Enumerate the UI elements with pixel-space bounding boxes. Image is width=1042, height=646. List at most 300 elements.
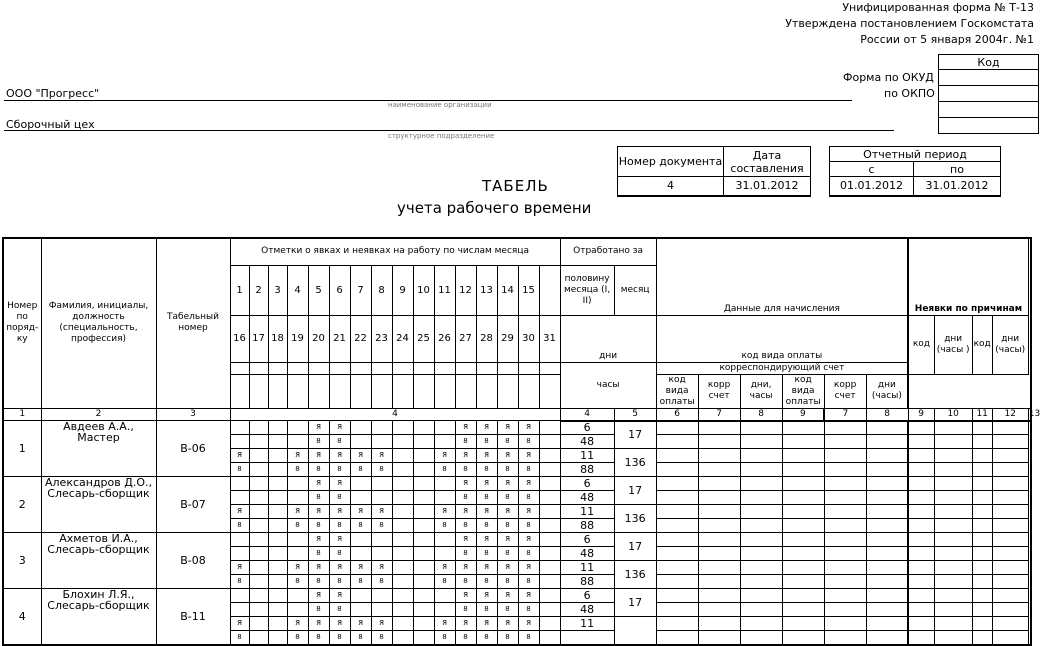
day-mark: Я xyxy=(518,449,539,463)
calc-cell xyxy=(824,617,866,631)
day-mark: Я xyxy=(497,421,518,435)
day-mark: Я xyxy=(230,505,249,519)
title-line1: ТАБЕЛЬ xyxy=(482,177,549,195)
calc-subheader: код вида оплаты xyxy=(782,374,824,408)
calc-cell xyxy=(992,575,1028,589)
col-number: 3 xyxy=(156,408,230,421)
calc-cell xyxy=(992,491,1028,505)
calc-cell xyxy=(866,435,908,449)
day-mark: Я xyxy=(434,449,455,463)
day-mark: 8 xyxy=(497,547,518,561)
day-mark xyxy=(539,547,560,561)
day-mark xyxy=(268,603,287,617)
day-mark: Я xyxy=(329,505,350,519)
day-mark xyxy=(350,477,371,491)
day-mark: 8 xyxy=(308,491,329,505)
day-mark: Я xyxy=(476,477,497,491)
day-mark xyxy=(413,449,434,463)
day-mark xyxy=(268,631,287,645)
day-mark: Я xyxy=(230,561,249,575)
calc-cell xyxy=(908,421,934,435)
day-spacer xyxy=(497,362,518,374)
day-mark: Я xyxy=(476,533,497,547)
day-mark xyxy=(413,435,434,449)
day-header: 1 xyxy=(230,265,249,315)
calc-cell xyxy=(782,589,824,603)
half-days: 6 xyxy=(560,533,614,547)
day-mark xyxy=(539,421,560,435)
calc-cell xyxy=(866,463,908,477)
day-mark xyxy=(539,435,560,449)
day-mark xyxy=(249,477,268,491)
day-mark: 8 xyxy=(455,575,476,589)
calc-cell xyxy=(782,575,824,589)
day-mark xyxy=(249,603,268,617)
col-number: 8 xyxy=(740,408,782,421)
calc-cell xyxy=(908,561,934,575)
day-mark: Я xyxy=(350,617,371,631)
calc-cell xyxy=(740,477,782,491)
day-mark: Я xyxy=(329,449,350,463)
employee-tabnum: В-07 xyxy=(156,477,230,533)
calc-cell xyxy=(782,617,824,631)
org-unit-line xyxy=(4,130,894,131)
day-mark xyxy=(268,449,287,463)
calc-cell xyxy=(992,477,1028,491)
day-header: 19 xyxy=(287,315,308,362)
day-spacer xyxy=(392,374,413,408)
day-mark xyxy=(249,575,268,589)
col-header-paycode: код вида оплаты xyxy=(656,315,908,362)
day-mark xyxy=(268,589,287,603)
day-header: 2 xyxy=(249,265,268,315)
employee-name: Ахметов И.А., Слесарь-сборщик xyxy=(41,533,156,589)
calc-cell xyxy=(656,575,698,589)
month-days: 17 xyxy=(614,477,656,505)
calc-cell xyxy=(740,547,782,561)
day-mark xyxy=(434,603,455,617)
day-mark: 8 xyxy=(287,631,308,645)
day-header: 29 xyxy=(497,315,518,362)
day-mark: Я xyxy=(518,505,539,519)
day-mark xyxy=(413,561,434,575)
calc-cell xyxy=(908,477,934,491)
day-mark xyxy=(413,575,434,589)
calc-subheader: дни (часы) xyxy=(866,374,908,408)
day-mark: 8 xyxy=(455,435,476,449)
doc-num: 4 xyxy=(618,177,724,196)
day-spacer xyxy=(308,362,329,374)
calc-cell xyxy=(656,435,698,449)
day-mark xyxy=(539,463,560,477)
day-mark xyxy=(392,435,413,449)
day-spacer xyxy=(455,374,476,408)
day-mark xyxy=(539,575,560,589)
half-hours: 88 xyxy=(560,519,614,533)
calc-cell xyxy=(782,421,824,435)
calc-cell xyxy=(972,575,992,589)
calc-cell xyxy=(782,561,824,575)
calc-cell xyxy=(824,463,866,477)
day-spacer xyxy=(350,374,371,408)
day-spacer xyxy=(268,362,287,374)
day-mark: Я xyxy=(434,505,455,519)
month-days: 17 xyxy=(614,589,656,617)
day-mark: Я xyxy=(518,421,539,435)
day-mark xyxy=(434,533,455,547)
calc-cell xyxy=(782,477,824,491)
day-mark: Я xyxy=(455,589,476,603)
day-mark xyxy=(539,617,560,631)
day-spacer xyxy=(476,362,497,374)
col-number: 12 xyxy=(992,408,1028,421)
day-mark xyxy=(434,421,455,435)
col-number: 9 xyxy=(782,408,824,421)
day-header: 28 xyxy=(476,315,497,362)
day-mark xyxy=(371,435,392,449)
day-mark xyxy=(392,589,413,603)
day-mark: 8 xyxy=(371,463,392,477)
calc-cell xyxy=(782,435,824,449)
calc-cell xyxy=(740,617,782,631)
day-mark: Я xyxy=(476,505,497,519)
day-mark: Я xyxy=(518,589,539,603)
day-mark xyxy=(350,435,371,449)
calc-cell xyxy=(908,463,934,477)
day-spacer xyxy=(287,374,308,408)
calc-cell xyxy=(972,533,992,547)
day-mark: Я xyxy=(476,449,497,463)
day-mark xyxy=(350,603,371,617)
col-number: 7 xyxy=(698,408,740,421)
calc-cell xyxy=(908,505,934,519)
day-mark xyxy=(350,491,371,505)
calc-cell xyxy=(782,491,824,505)
calc-cell xyxy=(656,449,698,463)
day-mark: Я xyxy=(308,589,329,603)
day-mark: 8 xyxy=(497,575,518,589)
day-mark: 8 xyxy=(518,631,539,645)
day-mark: Я xyxy=(455,533,476,547)
calc-cell xyxy=(824,505,866,519)
calc-cell xyxy=(934,617,972,631)
day-mark xyxy=(230,421,249,435)
day-mark: 8 xyxy=(350,463,371,477)
day-mark xyxy=(230,533,249,547)
day-mark xyxy=(434,547,455,561)
day-mark: 8 xyxy=(371,519,392,533)
calc-cell xyxy=(866,519,908,533)
period-box xyxy=(829,146,1001,197)
day-mark: Я xyxy=(497,533,518,547)
calc-cell xyxy=(824,631,866,645)
form-line3: России от 5 января 2004г. №1 xyxy=(860,33,1034,46)
day-mark xyxy=(392,603,413,617)
half-days: 6 xyxy=(560,589,614,603)
day-mark: 8 xyxy=(308,575,329,589)
day-mark: 8 xyxy=(455,631,476,645)
month-hours: 136 xyxy=(614,449,656,477)
doc-num-label: Номер документа xyxy=(618,147,724,177)
col-number: 8 xyxy=(866,408,908,421)
day-mark: Я xyxy=(308,561,329,575)
day-mark: 8 xyxy=(518,435,539,449)
calc-cell xyxy=(656,589,698,603)
calc-cell xyxy=(934,463,972,477)
calc-cell xyxy=(824,547,866,561)
day-mark xyxy=(413,477,434,491)
day-mark xyxy=(413,631,434,645)
day-mark: Я xyxy=(308,505,329,519)
calc-cell xyxy=(934,631,972,645)
day-mark xyxy=(413,589,434,603)
month-days: 17 xyxy=(614,533,656,561)
employee-name: Александров Д.О., Слесарь-сборщик xyxy=(41,477,156,533)
day-mark: Я xyxy=(329,477,350,491)
day-mark xyxy=(392,477,413,491)
day-mark xyxy=(392,547,413,561)
calc-cell xyxy=(972,603,992,617)
day-header: 8 xyxy=(371,265,392,315)
calc-cell xyxy=(698,631,740,645)
day-header: 24 xyxy=(392,315,413,362)
calc-cell xyxy=(824,575,866,589)
day-mark xyxy=(350,589,371,603)
calc-cell xyxy=(992,589,1028,603)
calc-cell xyxy=(740,463,782,477)
col-header-month: месяц xyxy=(614,265,656,315)
calc-cell xyxy=(656,519,698,533)
day-spacer xyxy=(268,374,287,408)
day-mark: 8 xyxy=(455,547,476,561)
calc-cell xyxy=(656,463,698,477)
doc-date-label: Дата составления xyxy=(724,147,811,177)
day-mark: Я xyxy=(497,477,518,491)
day-spacer xyxy=(308,374,329,408)
calc-cell xyxy=(992,421,1028,435)
day-mark xyxy=(268,491,287,505)
day-mark xyxy=(413,603,434,617)
calc-cell xyxy=(740,631,782,645)
day-mark xyxy=(434,477,455,491)
day-header: 16 xyxy=(230,315,249,362)
org-name-caption: наименование организации xyxy=(388,101,492,109)
calc-cell xyxy=(740,519,782,533)
day-mark: 8 xyxy=(329,631,350,645)
day-mark: 8 xyxy=(476,519,497,533)
month-days: 17 xyxy=(614,421,656,449)
half-days: 6 xyxy=(560,421,614,435)
day-mark xyxy=(371,547,392,561)
col-number: 13 xyxy=(1028,408,1041,419)
day-mark: 8 xyxy=(455,603,476,617)
day-mark: Я xyxy=(434,561,455,575)
month-hours: 136 xyxy=(614,561,656,589)
calc-cell xyxy=(866,631,908,645)
day-mark: Я xyxy=(287,561,308,575)
calc-cell xyxy=(698,547,740,561)
absence-subheader: код xyxy=(972,315,992,374)
day-mark: 8 xyxy=(230,575,249,589)
calc-cell xyxy=(698,491,740,505)
period-from: 01.01.2012 xyxy=(830,177,914,196)
half-hours: 48 xyxy=(560,547,614,561)
calc-cell xyxy=(992,617,1028,631)
day-mark: Я xyxy=(518,561,539,575)
day-mark xyxy=(249,421,268,435)
employee-tabnum: В-08 xyxy=(156,533,230,589)
period-to-label: по xyxy=(914,162,1001,177)
day-mark xyxy=(539,561,560,575)
calc-cell xyxy=(908,617,934,631)
month-hours xyxy=(614,617,656,645)
calc-cell xyxy=(824,533,866,547)
day-mark xyxy=(392,463,413,477)
day-mark xyxy=(392,421,413,435)
calc-cell xyxy=(866,617,908,631)
calc-cell xyxy=(934,491,972,505)
calc-cell xyxy=(972,421,992,435)
calc-cell xyxy=(934,519,972,533)
calc-cell xyxy=(992,519,1028,533)
col-number: 4 xyxy=(230,408,560,421)
day-mark xyxy=(287,603,308,617)
day-mark xyxy=(413,505,434,519)
col-number: 4 xyxy=(560,408,614,421)
day-mark: Я xyxy=(329,421,350,435)
employee-name: Авдеев А.А., Мастер xyxy=(41,421,156,477)
day-mark: Я xyxy=(308,421,329,435)
day-mark: 8 xyxy=(308,547,329,561)
calc-cell xyxy=(992,533,1028,547)
day-spacer xyxy=(539,374,560,408)
calc-cell xyxy=(992,603,1028,617)
day-mark xyxy=(249,589,268,603)
day-header: 6 xyxy=(329,265,350,315)
col-header-days: дни xyxy=(560,315,656,362)
form-line1: Унифицированная форма № Т-13 xyxy=(842,1,1034,14)
day-mark: 8 xyxy=(308,519,329,533)
calc-cell xyxy=(782,449,824,463)
calc-cell xyxy=(866,547,908,561)
calc-cell xyxy=(698,449,740,463)
calc-cell xyxy=(656,561,698,575)
day-mark: 8 xyxy=(476,547,497,561)
day-mark: 8 xyxy=(371,631,392,645)
calc-cell xyxy=(972,589,992,603)
calc-cell xyxy=(972,561,992,575)
calc-cell xyxy=(908,631,934,645)
calc-cell xyxy=(992,631,1028,645)
day-mark: 8 xyxy=(497,631,518,645)
calc-cell xyxy=(972,435,992,449)
day-mark: 8 xyxy=(350,575,371,589)
half-days: 11 xyxy=(560,449,614,463)
col-number: 11 xyxy=(972,408,992,421)
calc-cell xyxy=(866,449,908,463)
calc-cell xyxy=(934,575,972,589)
day-spacer xyxy=(371,362,392,374)
day-mark xyxy=(392,631,413,645)
col-header-half: половину месяца (I, II) xyxy=(560,265,614,315)
calc-cell xyxy=(866,477,908,491)
day-mark: 8 xyxy=(308,463,329,477)
calc-cell xyxy=(992,561,1028,575)
doc-date: 31.01.2012 xyxy=(724,177,811,196)
day-mark xyxy=(249,449,268,463)
calc-cell xyxy=(972,449,992,463)
half-days: 11 xyxy=(560,617,614,631)
absence-subheader: дни (часы ) xyxy=(934,315,972,374)
calc-cell xyxy=(824,449,866,463)
day-spacer xyxy=(476,374,497,408)
calc-cell xyxy=(698,533,740,547)
day-mark xyxy=(249,491,268,505)
day-mark xyxy=(392,533,413,547)
day-mark: 8 xyxy=(329,575,350,589)
calc-cell xyxy=(782,519,824,533)
day-header: 23 xyxy=(371,315,392,362)
calc-cell xyxy=(972,463,992,477)
calc-cell xyxy=(934,505,972,519)
day-mark xyxy=(350,421,371,435)
day-mark xyxy=(539,449,560,463)
calc-cell xyxy=(934,589,972,603)
form-header xyxy=(785,0,1034,48)
day-mark: 8 xyxy=(455,491,476,505)
day-mark xyxy=(371,477,392,491)
calc-cell xyxy=(866,603,908,617)
day-spacer xyxy=(230,374,249,408)
calc-cell xyxy=(740,561,782,575)
day-spacer xyxy=(434,374,455,408)
day-mark: Я xyxy=(476,589,497,603)
calc-cell xyxy=(740,575,782,589)
day-mark: 8 xyxy=(434,575,455,589)
calc-cell xyxy=(656,533,698,547)
day-mark xyxy=(350,533,371,547)
day-mark: Я xyxy=(476,617,497,631)
day-spacer xyxy=(287,362,308,374)
calc-cell xyxy=(656,631,698,645)
day-mark xyxy=(249,519,268,533)
day-mark: Я xyxy=(497,561,518,575)
day-mark: Я xyxy=(350,449,371,463)
day-mark: 8 xyxy=(476,463,497,477)
day-mark: 8 xyxy=(329,547,350,561)
day-spacer xyxy=(350,362,371,374)
day-mark xyxy=(539,491,560,505)
calc-subheader: код вида оплаты xyxy=(656,374,698,408)
col-header-tabnum: Табельный номер xyxy=(156,238,230,408)
day-mark xyxy=(371,533,392,547)
day-mark xyxy=(287,491,308,505)
month-hours: 136 xyxy=(614,505,656,533)
calc-cell xyxy=(824,519,866,533)
calc-cell xyxy=(656,491,698,505)
day-header: 14 xyxy=(497,265,518,315)
calc-cell xyxy=(992,449,1028,463)
day-mark: 8 xyxy=(497,463,518,477)
day-mark: 8 xyxy=(350,519,371,533)
day-spacer xyxy=(413,362,434,374)
calc-cell xyxy=(824,435,866,449)
employee-tabnum: В-11 xyxy=(156,589,230,645)
day-mark: Я xyxy=(230,617,249,631)
calc-cell xyxy=(934,449,972,463)
okud-code xyxy=(939,70,1039,86)
calc-cell xyxy=(656,505,698,519)
